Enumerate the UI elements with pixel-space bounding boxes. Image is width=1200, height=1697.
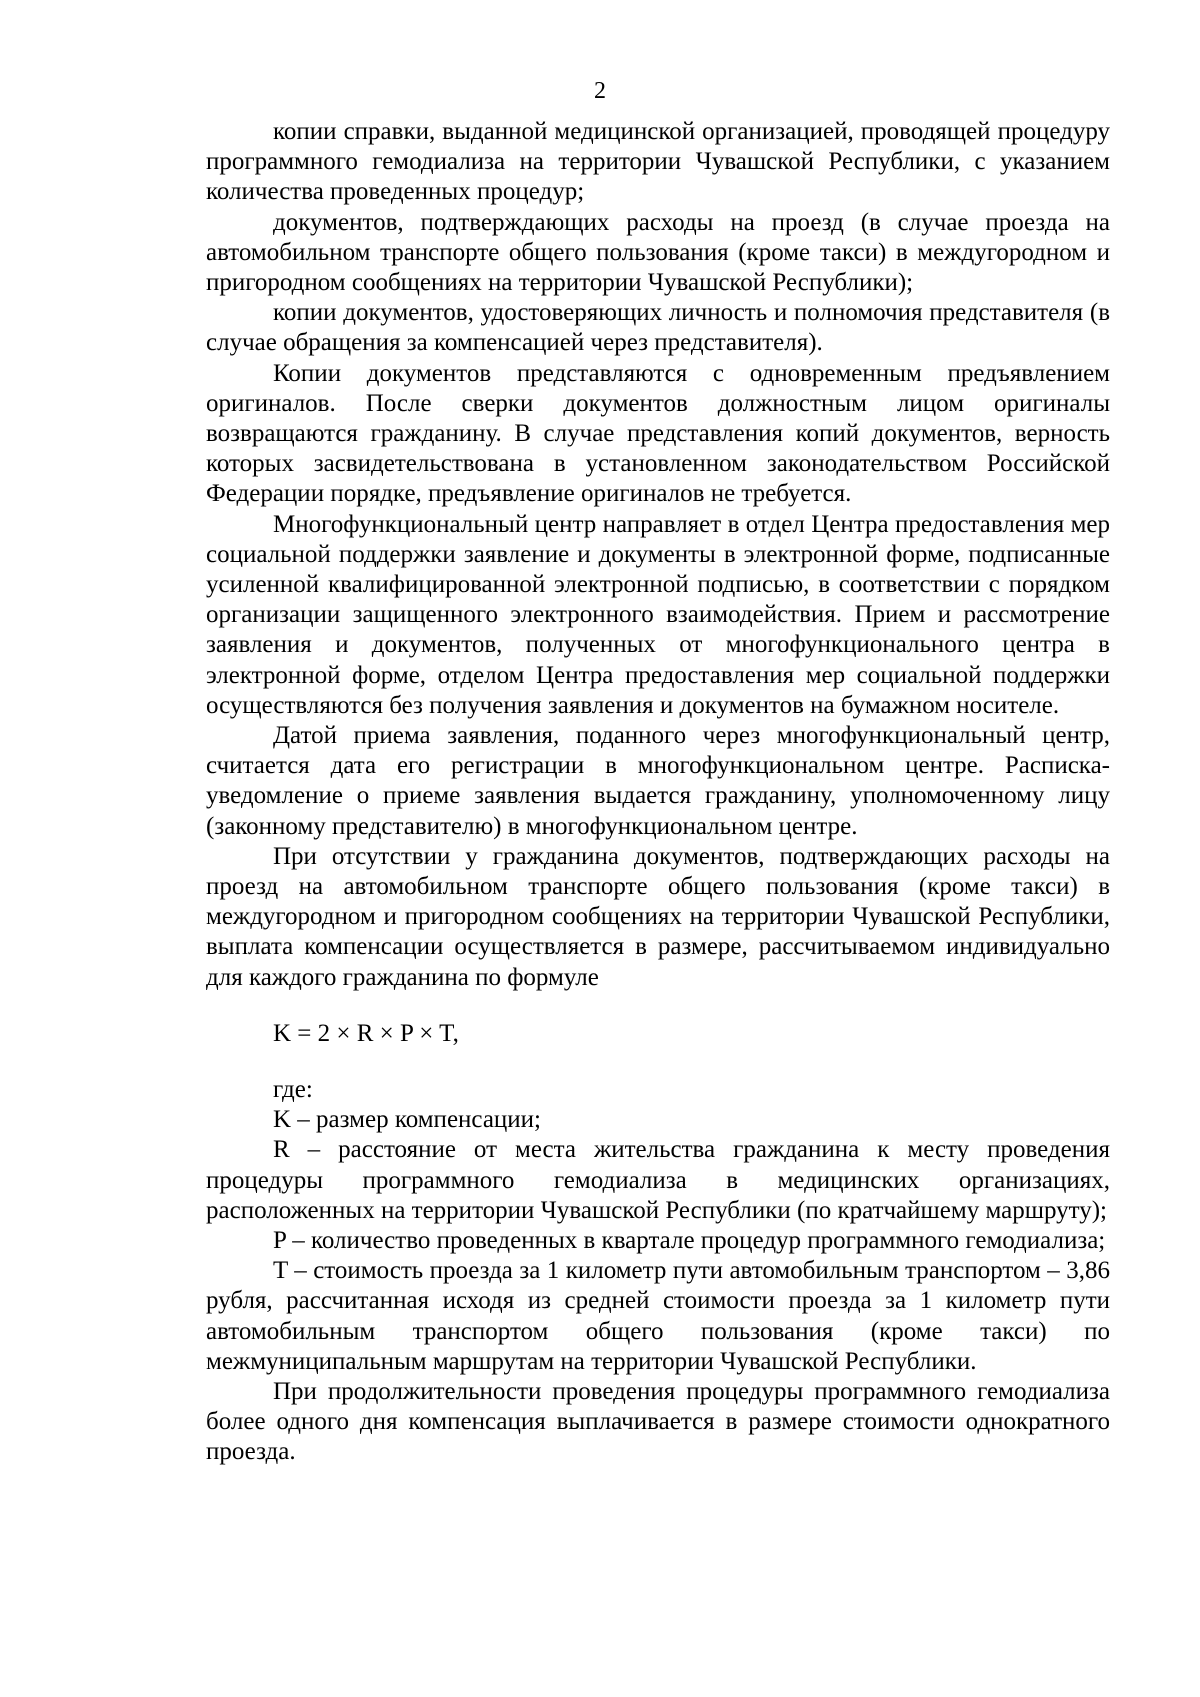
paragraph-copies-originals: Копии документов представляются с одновременным предъявлением оригиналов. После сверки документов должностным лицом оригиналы возвращаются гражданину. В случае представления копий документов, верность которых засвидетельствована в установленном законодательством Российской Федерации порядке, предъявление оригиналов не требуется. (206, 359, 1110, 508)
compensation-formula: K = 2 × R × P × T, (273, 1019, 459, 1047)
paragraph-travel-documents: документов, подтверждающих расходы на проезд (в случае проезда на автомобильном транспорте общего пользования (кроме такси) в междугородном и пригородном сообщениях на территории Чувашской Республики); (206, 208, 1110, 297)
paragraph-representative-documents: копии документов, удостоверяющих личность и полномочия представителя (в случае обращения за компенсацией через представителя). (206, 299, 1110, 357)
paragraph-multi-day-procedure: При продолжительности проведения процедуры программного гемодиализа более одного дня компенсация выплачивается в размере стоимости однократного проезда. (206, 1377, 1110, 1466)
definition-r: R – расстояние от места жительства гражданина к месту проведения процедуры программного гемодиализа в медицинских организациях, расположенных на территории Чувашской Республики (по кратчайшему маршруту); (206, 1136, 1110, 1224)
definition-t: T – стоимость проезда за 1 километр пути автомобильным транспортом – 3,86 рубля, рассчитанная исходя из средней стоимости проезда за 1 километр пути автомобильным транспортом общего пользования (кроме такси) по межмуниципальным маршрутам на территории Чувашской Республики. (206, 1257, 1110, 1375)
page-number: 2 (594, 78, 606, 104)
paragraph-where: где: (273, 1075, 313, 1103)
paragraph-multifunctional-center: Многофункциональный центр направляет в отдел Центра предоставления мер социальной поддержки заявление и документы в электронной форме, подписанные усиленной квалифицированной электронной подписью, в соответствии с порядком организации защищенного электронного взаимодействия. Прием и рассмотрение заявления и документов, полученных от многофункционального центра в электронной форме, отделом Центра предоставления мер социальной поддержки осуществляются без получения заявления и документов на бумажном носителе. (206, 510, 1110, 719)
body-text (206, 117, 1110, 1468)
paragraph-medical-certificate: копии справки, выданной медицинской организацией, проводящей процедуру программного гемодиализа на территории Чувашской Республики, с указанием количества проведенных процедур; (206, 118, 1110, 206)
paragraph-absence-of-documents: При отсутствии у гражданина документов, подтверждающих расходы на проезд на автомобильном транспорте общего пользования (кроме такси) в междугородном и пригородном сообщениях на территории Чувашской Республики, выплата компенсации осуществляется в размере, рассчитываемом индивидуально для каждого гражданина по формуле (206, 842, 1110, 991)
paragraph-date-of-receipt: Датой приема заявления, поданного через многофункциональный центр, считается дата его регистрации в многофункциональном центре. Расписка-уведомление о приеме заявления выдается гражданину, уполномоченному лицу (законному представителю) в многофункциональном центре. (206, 722, 1110, 840)
definition-k: K – размер компенсации; (273, 1106, 541, 1134)
definition-p: P – количество проведенных в квартале процедур программного гемодиализа; (273, 1226, 1106, 1254)
